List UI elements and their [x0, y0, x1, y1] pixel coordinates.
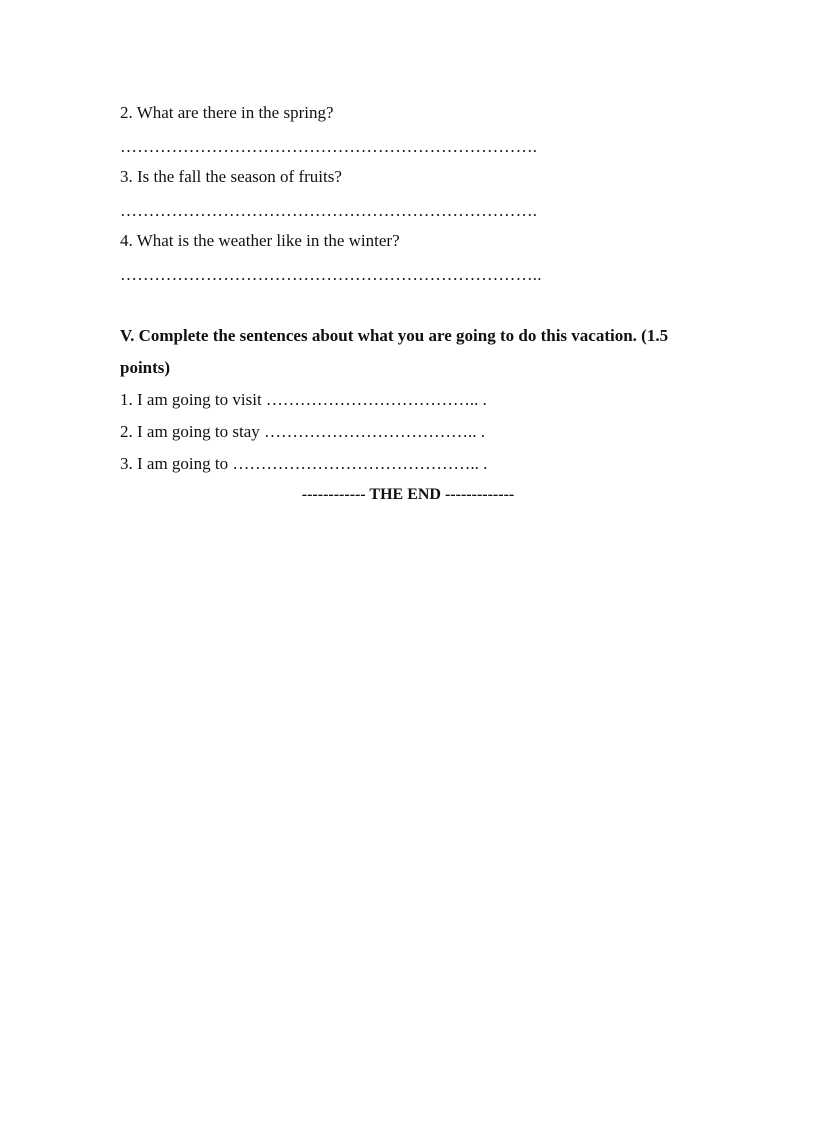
answer-line-2: ………………………………………………………………. — [120, 137, 538, 156]
sentence-item-3: 3. I am going to …………………………………….. . — [120, 454, 488, 473]
question-3: 3. Is the fall the season of fruits? — [120, 167, 342, 186]
sentence-item-1: 1. I am going to visit ……………………………….. . — [120, 390, 487, 409]
question-2: 2. What are there in the spring? — [120, 103, 334, 122]
section-v-heading-cont: points) — [120, 358, 171, 377]
question-4: 4. What is the weather like in the winter? — [120, 231, 400, 250]
answer-line-3: ………………………………………………………………. — [120, 201, 538, 220]
end-marker: ------------ THE END ------------- — [301, 486, 515, 503]
answer-line-4: ……………………………………………………………….. — [120, 265, 542, 284]
section-v-heading: V. Complete the sentences about what you are going to do this vacation. (1.5 — [120, 326, 669, 345]
sentence-item-2: 2. I am going to stay ……………………………….. . — [120, 422, 486, 441]
